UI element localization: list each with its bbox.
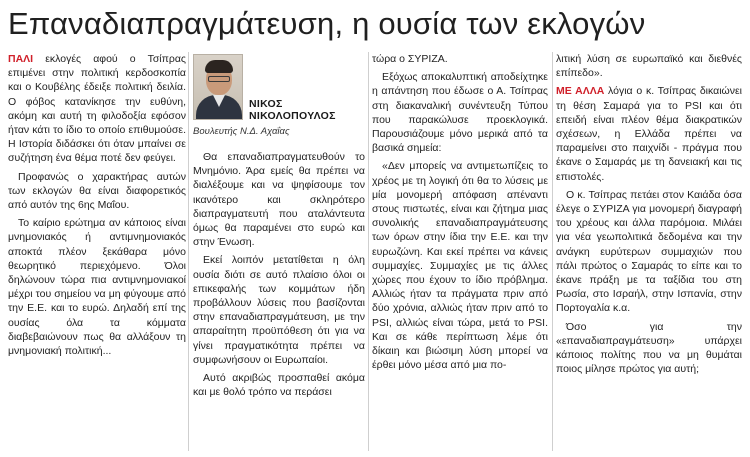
column-divider [368, 52, 369, 451]
paragraph [372, 159, 548, 372]
column-divider [188, 52, 189, 451]
author-box [193, 52, 365, 144]
paragraph-text: Αυτό ακριβώς προσπαθεί ακόμα και με θολό τρόπο να περάσει [193, 372, 365, 399]
paragraph-text: «Δεν μπορείς να αντιμετωπίζεις το χρέος με τη λογική ότι θα το λύσεις με μία μονομερή απόφαση απέναντι στους πιστωτές, είναι και ζήτημα μιας συνολικής επαναδιαπραγμάτευσης των όρων στην ίδια την Ε.Ε. και την ευρωζώνη. Και εκεί πρέπει να κάνεις συμμαχίες. Συμμαχίες με τις άλλες χώρες που έχουν το ίδιο πρόβλημα. Αλλιώς ήταν τα πράγματα πριν από δύο χρόνια, αλλιώς ήταν πριν από το PSI, αλλιώς είναι τώρα, μετά το PSI. Και σε κάθε περίπτωση λέμε ότι δίκαιη και βιώσιμη λύση μπορεί να έρθει μόνο μέσα από μια πο- [372, 160, 548, 372]
paragraph [193, 371, 365, 399]
paragraph-lead: ΜΕ ΑΛΛΑ [556, 85, 605, 98]
paragraph-text: Εξόχως αποκαλυπτική αποδείχτηκε η απάντηση που έδωσε ο Α. Τσίπρας στη διακαναλική συνέντευξη Τύπου που παρακώλυσε προεκλογικά. Παρουσιάζουμε μόνο μερικά από τα βασικά σημεία: [372, 71, 548, 155]
photo-glasses [208, 76, 230, 82]
paragraph-text: τώρα ο ΣΥΡΙΖΑ. [372, 53, 448, 65]
article-title: Επαναδιαπραγμάτευση, η ουσία των εκλογών [8, 6, 646, 41]
article-column-1 [8, 52, 186, 362]
paragraph [193, 150, 365, 249]
paragraph-text: Προφανώς ο χαρακτήρας αυτών των εκλογών θα είναι διαφορετικός από αυτόν της 6ης Μαΐου. [8, 170, 186, 212]
author-name-last: ΝΙΚΟΛΟΠΟΥΛΟΣ [249, 110, 336, 122]
paragraph [8, 52, 186, 166]
paragraph-text: Όσο για την «επαναδιαπραγμάτευση» υπάρχει κάποιος πολίτης που να μη θυμάται ποιος μίλησε πρώτος για αυτή; [556, 320, 742, 376]
paragraph [556, 188, 742, 316]
paragraph [556, 320, 742, 377]
article-column-2 [193, 150, 365, 403]
paragraph-lead: ΠΑΛΙ [8, 53, 34, 65]
paragraph [372, 52, 548, 66]
author-photo [193, 54, 243, 120]
article-column-4 [556, 52, 742, 380]
photo-hair [205, 60, 233, 73]
paragraph-text: λόγια ο κ. Τσίπρας δικαιώνει τη θέση Σαμαρά για το PSI και ότι επειδή είναι πλέον θέμα διακρατικών σχέσεων, η Ελλάδα πρέπει να παραμείνει στο παιχνίδι - πράγμα που έκανε ο Σαμαράς με τη δανειακή και τις επιστολές. [556, 85, 742, 183]
paragraph-text: λιτική λύση σε ευρωπαϊκό και διεθνές επίπεδο». [556, 53, 742, 80]
author-name [249, 98, 365, 122]
paragraph-text: εκλογές αφού ο Τσίπρας επιμένει στην πολιτική κερδοσκοπία και ο Κουβέλης έδειξε πολιτική δειλία. Ο φόβος κατανίκησε την ευθύνη, ακόμη και αυτή τη φιλοδοξία εφόσον ήταν κάτι το ίδιο το οποίο επιθυμούσε. Η Ιστορία διδάσκει ότι όταν μπαίνει σε συζήτηση ένα θέμα ποτέ δεν φεύγει. [8, 53, 186, 165]
paragraph-text: Το καίριο ερώτημα αν κάποιος είναι μνημονιακός ή αντιμνημονιακός αποκτά πλέον ξεκάθαρα μόνο θεωρητικό περιεχόμενο. Όλοι δηλώνουν τώρα πια αντιμνημονιακοί μέχρι του σημείου να μη φύγουμε από την Ε.Ε. και το ευρώ. Δηλαδή επί της ουσίας όλα τα κόμματα διαβεβαιώνουν πως θα αλλάξουν τη μνημονιακή πολιτική... [8, 217, 186, 358]
paragraph [556, 52, 742, 80]
paragraph-text: Θα επαναδιαπραγματευθούν το Μνημόνιο. Άρα εμείς θα πρέπει να διαλέξουμε και να ψηφίσουμε τον ικανότερο και σκληρότερο διαπραγματευτή που αταλάντευτα όμως θα παραμένει στο ευρώ και στην Ένωση. [193, 151, 365, 249]
paragraph [193, 253, 365, 367]
paragraph [8, 216, 186, 358]
paragraph [556, 84, 742, 183]
column-divider [552, 52, 553, 451]
paragraph-text: Εκεί λοιπόν μετατίθεται η όλη ουσία διότι σε αυτό πλαίσιο όλοι οι επικεφαλής των κομμάτων ήδη προβάλλουν λύσεις που βασίζονται στην επαναδιαπραγμάτευση, με την απαραίτητη προϋπόθεση ότι για να γίνει πραγματικότητα πρέπει να συμφωνήσουν οι Ευρωπαίοι. [193, 254, 365, 366]
author-role: Βουλευτής Ν.Δ. Αχαΐας [193, 126, 290, 137]
article-column-3 [372, 52, 548, 376]
author-name-first: ΝΙΚΟΣ [249, 98, 283, 110]
paragraph-text: Ο κ. Τσίπρας πετάει στον Καιάδα όσα έλεγε ο ΣΥΡΙΖΑ για μονομερή διαγραφή του χρέους και άλλα παρόμοια. Μιλάει για νέα γεωπολιτικά δεδομένα και την ανάγκη ευρύτερων συμμαχιών που πάλι πρώτος ο Σαμαράς το είπε και το έκανε πράξη με τα ταξίδια του στη Ρωσία, στο Ισραήλ, στην Ισπανία, στην Πορτογαλία κ.α. [556, 188, 742, 315]
paragraph [8, 170, 186, 213]
paragraph [372, 70, 548, 155]
